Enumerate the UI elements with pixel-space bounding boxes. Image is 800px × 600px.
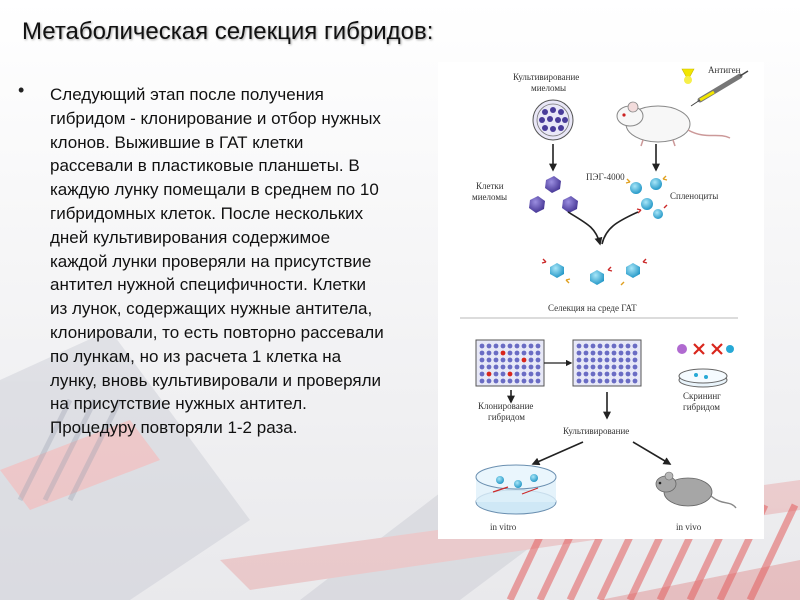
plate-well (480, 379, 485, 384)
plate-well (508, 365, 513, 370)
plate-well (591, 351, 596, 356)
plate-well (577, 344, 582, 349)
hybrid-cells-icon (542, 259, 647, 285)
plate-well (536, 351, 541, 356)
plate-well (584, 372, 589, 377)
label-myeloma-culture-2: миеломы (531, 83, 567, 93)
plate-well (577, 365, 582, 370)
plate-well (584, 351, 589, 356)
plate-well (515, 379, 520, 384)
label-antigen: Антиген (708, 65, 741, 75)
slide-title: Метаболическая селекция гибридов: (22, 18, 434, 45)
plate-well (612, 372, 617, 377)
plate-well (598, 344, 603, 349)
plate-well (591, 372, 596, 377)
plate-well (508, 344, 513, 349)
in-vivo-mouse-icon (656, 472, 736, 508)
plate-well (501, 372, 506, 377)
plate-well (487, 379, 492, 384)
plate-well (619, 351, 624, 356)
label-myeloma-cells-2: миеломы (472, 192, 508, 202)
plate-well (626, 351, 631, 356)
plate-well (584, 344, 589, 349)
plate-well (619, 372, 624, 377)
plate-well (480, 351, 485, 356)
plate-well (508, 358, 513, 363)
plate-well (536, 379, 541, 384)
plate-well (529, 365, 534, 370)
mouse-donor-icon (617, 102, 730, 146)
bullet-marker: • (18, 80, 25, 100)
plate-well (536, 358, 541, 363)
plate-well (612, 358, 617, 363)
plate-well (487, 358, 492, 363)
plate-well (633, 379, 638, 384)
plate-well (501, 379, 506, 384)
plate-well (508, 379, 513, 384)
plate-well (591, 365, 596, 370)
plate-well (536, 365, 541, 370)
plate-well (508, 351, 513, 356)
label-myeloma-culture: Культивирование (513, 72, 580, 82)
plate-well (494, 372, 499, 377)
plate-well (619, 344, 624, 349)
hybridoma-diagram (438, 62, 764, 539)
plate-well (536, 344, 541, 349)
plate-well (515, 358, 520, 363)
plate-well (633, 344, 638, 349)
plate-well (577, 372, 582, 377)
body-paragraph: Следующий этап после получения гибридом - клонирование и отбор нужных клонов. Выжившие в ГАТ клетки рассевали в пластиковые планшеты. В каждую лунку помещали в среднем по 10 гибридомных клеток. После нескольких дней культивирования содержимое каждой лунки проверяли на присутствие антител нужной специфичности. Клетки из лунок, содержащих нужные антитела, клонировали, то есть повторно рассевали по лункам, но из расчета 1 клетка на лунку, вновь культивировали и проверяли на присутствие нужных антител. Процедуру повторяли 1-2 раза. (50, 85, 384, 438)
plate-well (598, 379, 603, 384)
plate-well (577, 351, 582, 356)
plate-well (584, 358, 589, 363)
plate-well (605, 344, 610, 349)
plate-well (522, 344, 527, 349)
plate-well (626, 379, 631, 384)
plate-well (584, 379, 589, 384)
splenocytes-icon (626, 176, 667, 219)
label-hybridoma-cloning-2: гибридом (488, 412, 526, 422)
plate-well (487, 344, 492, 349)
plate-well (598, 351, 603, 356)
plate-well (591, 358, 596, 363)
plate-well (487, 351, 492, 356)
label-peg: ПЭГ-4000 (586, 172, 625, 182)
plate-well (494, 358, 499, 363)
plate-well (584, 365, 589, 370)
plate-well (591, 344, 596, 349)
plate-well (529, 351, 534, 356)
in-vitro-culture-icon (476, 465, 556, 514)
plate-well (494, 344, 499, 349)
plate-well (515, 344, 520, 349)
plate-well (612, 365, 617, 370)
plate-well (515, 372, 520, 377)
plate-well (501, 351, 506, 356)
plate-well (612, 344, 617, 349)
plate-well (536, 372, 541, 377)
plate-well (529, 344, 534, 349)
plate-well (605, 351, 610, 356)
plate-well (577, 379, 582, 384)
plate-well (598, 365, 603, 370)
plate-well (522, 379, 527, 384)
plate-well (612, 351, 617, 356)
arrow-fusion-right (602, 212, 638, 244)
label-in-vitro: in vitro (490, 522, 517, 532)
myeloma-culture-dish (533, 100, 573, 140)
plate-well (619, 365, 624, 370)
plate-well (529, 379, 534, 384)
plate-well (605, 372, 610, 377)
label-cultivation: Культивирование (563, 426, 630, 436)
plate-well (522, 358, 527, 363)
plate-well (633, 351, 638, 356)
plate-screening (573, 340, 641, 386)
label-splenocytes: Спленоциты (670, 191, 719, 201)
plate-well (633, 365, 638, 370)
plate-well (494, 365, 499, 370)
plate-well (626, 365, 631, 370)
myeloma-cells-icon (529, 176, 578, 213)
plate-well (577, 358, 582, 363)
plate-well (591, 379, 596, 384)
plate-well (612, 379, 617, 384)
plate-well (522, 372, 527, 377)
plate-well (501, 344, 506, 349)
plate-cloning (476, 340, 544, 386)
plate-well (598, 358, 603, 363)
plate-well (494, 379, 499, 384)
plate-well (515, 351, 520, 356)
plate-well (598, 372, 603, 377)
plate-well (501, 365, 506, 370)
plate-well (522, 351, 527, 356)
label-myeloma-cells: Клетки (476, 181, 504, 191)
plate-well (633, 358, 638, 363)
label-screening-2: гибридом (683, 402, 721, 412)
plate-well (480, 372, 485, 377)
plate-well (480, 358, 485, 363)
plate-well (626, 344, 631, 349)
plate-well (619, 379, 624, 384)
plate-well (605, 379, 610, 384)
plate-well (626, 358, 631, 363)
plate-well (633, 372, 638, 377)
plate-well (487, 365, 492, 370)
plate-well (529, 358, 534, 363)
plate-well (515, 365, 520, 370)
arrow-fusion-left (568, 212, 600, 244)
label-hybridoma-cloning: Клонирование (478, 401, 534, 411)
plate-well (501, 358, 506, 363)
plate-well (605, 365, 610, 370)
plate-well (522, 365, 527, 370)
plate-well (508, 372, 513, 377)
arrow-to-in-vitro (533, 442, 583, 464)
plate-well (480, 365, 485, 370)
plate-well (494, 351, 499, 356)
plate-well (480, 344, 485, 349)
plate-well (619, 358, 624, 363)
label-screening: Скрининг (683, 391, 721, 401)
plate-well (626, 372, 631, 377)
plate-well (529, 372, 534, 377)
label-hat-selection: Селекция на среде ГАТ (548, 303, 637, 313)
screening-icon (677, 344, 734, 387)
plate-well (605, 358, 610, 363)
label-in-vivo: in vivo (676, 522, 702, 532)
arrow-to-in-vivo (633, 442, 670, 464)
plate-well (487, 372, 492, 377)
